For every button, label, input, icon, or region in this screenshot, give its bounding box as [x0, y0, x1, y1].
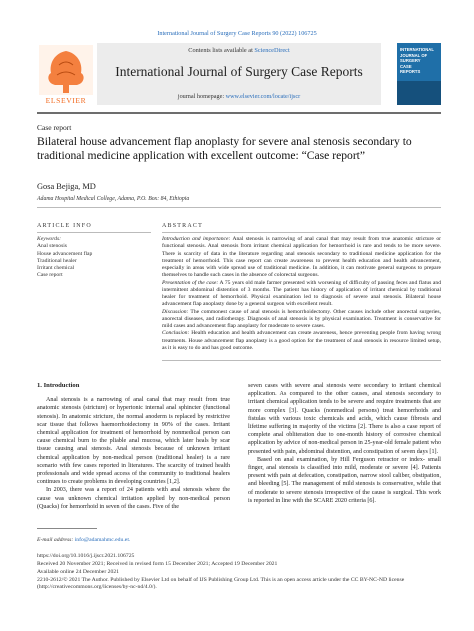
divider	[162, 360, 441, 361]
body-paragraph: In 2003, there was a report of 24 patients with anal stenosis where the cause was unknown chemical irritation applied by non-medical person (Quacks) for hemorrhoid in seven of the cases. Five of the	[37, 487, 230, 510]
homepage-line	[97, 93, 381, 100]
homepage-prefix: journal homepage:	[177, 93, 226, 100]
abstract-paragraph	[162, 309, 441, 331]
cover-line: REPORTS	[400, 69, 421, 75]
keyword: Anal stenosis	[37, 243, 67, 250]
contents-line	[97, 47, 381, 54]
sciencedirect-link[interactable]: ScienceDirect	[254, 47, 290, 54]
abstract-body: Anal stenosis is narrowing of anal canal that may result from true anatomic stricture or functional stenosis. Anal stenosis from irritant chemical application for hemorrhoid is rare and tends to be more severe. There is scarcity of data in the literature regarding anal stenosis secondary to traditional medicine application for the treatment of hemorrhoid. This case report can create awareness to prevent health education and health advancement, especially in areas with wide spread use of traditional medicine. In addition, it can motivate general surgeons to prepare themselves to handle such cases in the absence of colorectal surgeons.	[162, 236, 441, 279]
body-column-right	[248, 382, 441, 505]
divider	[37, 207, 441, 208]
cover-line: SURGERY	[400, 58, 421, 64]
abstract-label: Introduction and importance:	[162, 236, 231, 242]
received-dates: Received 20 November 2021; Received in revised form 15 December 2021; Accepted 19 December 2021	[37, 561, 278, 567]
elsevier-logo[interactable]	[37, 43, 95, 109]
abstract-paragraph	[162, 236, 441, 280]
email-link[interactable]: info@adamahmc.edu.et.	[74, 537, 131, 543]
abstract-heading: ABSTRACT	[162, 223, 203, 229]
cover-image	[397, 81, 441, 105]
abstract-text	[162, 236, 441, 352]
journal-title: International Journal of Surgery Case Reports	[115, 64, 363, 79]
cover-text	[400, 47, 438, 75]
divider	[37, 232, 151, 233]
article-type: Case report	[37, 123, 72, 132]
keywords-block	[37, 236, 151, 280]
keyword: Traditional healer	[37, 257, 77, 264]
abstract-body: A 75 years old male farmer presented with worsening of difficulty of passing feces and flatus and intermittent abdominal distention of 3 months. The patient has history of application of irritant chemical by traditional healer for treatment of hemorrhoid. Physical examination led to diagnosis of severe anal stenosis. Bilateral house advancement flap anoplasty done by a general surgeon with excellent result.	[162, 279, 441, 308]
cover-line: INTERNATIONAL	[400, 47, 434, 52]
journal-header	[37, 43, 441, 109]
cover-line: CASE	[400, 63, 412, 69]
email-line	[37, 537, 441, 544]
body-column-left	[37, 382, 230, 511]
abstract-body: The commonest cause of anal stenosis is hemorrhoidectomy. Other causes include other anorectal surgeries, anorectal diseases, and radiotherapy. Diagnosis of anal stenosis is by physical examination. Treatment is conservative for mild cases and advancement flap anoplasty for moderate to severe cases.	[162, 308, 441, 329]
body-paragraph: Anal stenosis is a narrowing of anal canal that may result from true anatomic stenosis (stricture) or hypertonic internal anal sphincter (functional stenosis). In anatomic stricture, the normal anoderm is replaced by restrictive scar tissue that follows haemorrhoidectomy in 90% of the cases. Irritant chemical application for treatment of hemorrhoid by nonmedical person can cause chemical burn to the pliable anal mucosa, which later heals by scar tissue causing anal stenosis. Anal stenosis because of unknown irritant chemical application by non-medical person (traditional healer) is a rare scenario with few cases reported in literatures. The scarcity of trained health professionals and wide spread access of the community to traditional healers continues to create problems in developing countries [1,2].	[37, 397, 230, 486]
cover-line: JOURNAL OF	[400, 52, 428, 58]
journal-banner	[97, 43, 381, 105]
abstract-paragraph	[162, 330, 441, 352]
keywords-label: Keywords:	[37, 236, 62, 242]
abstract-body: Health education and health advancement can create awareness, hence preventing people from having wrong treatments. House advancement flap anoplasty is a good option for the treatment of anal stenosis in resource limited setup, as it is easy to do and has good outcome.	[162, 330, 441, 351]
abstract-label: Conclusion:	[162, 330, 190, 337]
journal-cover-thumbnail[interactable]	[397, 43, 441, 105]
article-info-heading: ARTICLE INFO	[37, 223, 92, 229]
article-title: Bilateral house advancement flap anoplasty for severe anal stenosis secondary to traditional medicine application with excellent outcome: “Case report”	[37, 135, 412, 162]
abstract-label: Discussion:	[162, 308, 189, 315]
abstract-paragraph	[162, 280, 441, 309]
header-divider	[37, 112, 441, 114]
publisher-name: ELSEVIER	[45, 96, 87, 105]
divider	[162, 232, 441, 233]
keyword: Case report	[37, 272, 63, 279]
contents-prefix: Contents lists available at	[188, 47, 255, 54]
keyword: House advancement flap	[37, 250, 93, 257]
license-text: 2210-2612/© 2021 The Author. Published by Elsevier Ltd on behalf of IJS Publishing Group Ltd. This is an open access article under the CC BY-NC-ND license (http://creativecommons.org/licenses/by-nc-nd/4.0/).	[37, 577, 405, 591]
body-paragraph: Based on anal examination, by Hill Ferguson retractor or index- small finger, anal stenosis is classified into mild, moderate or severe [4]. Patients present with pain at defecation, constipation, narrow stool caliber, obstipation, and bleeding [5]. The management of mild stenosis is conservative, while that of moderate to severe stenosis irrespective of the cause is surgical. This work is reported in line with the SCARE 2020 criteria [6].	[248, 456, 441, 504]
abstract-label: Presentation of the case:	[162, 279, 219, 286]
keyword: Irritant chemical	[37, 265, 75, 272]
author-name: Gosa Bejiga, MD	[37, 182, 96, 191]
footnote-divider	[37, 528, 97, 529]
body-paragraph: seven cases with severe anal stenosis were secondary to irritant chemical application. As compared to the other causes, anal stenosis secondary to irritant chemical application tends to be severe and require treatments that are more complex [3]. Quacks (nonmedical persons) treat hemorrhoids and fistulas with various toxic chemicals and acids, which cause fibrosis and lifetime suffering in majority of the victims [2]. There is also a case report of complete anal obliteration due to one-month history of corrosive chemical application by advice of non-medical person in 25-year-old female patient who presented with pain, abdominal distention, and constipation of seven days [1].	[248, 383, 441, 455]
email-label: E-mail address:	[37, 537, 75, 543]
online-date: Available online 24 December 2021	[37, 569, 120, 575]
homepage-link[interactable]: www.elsevier.com/locate/ijscr	[225, 93, 301, 100]
journal-citation-link[interactable]: International Journal of Surgery Case Reports 90 (2022) 106725	[157, 30, 317, 37]
author-affiliation: Adama Hospital Medical College, Adama, P.O. Box: 84, Ethiopia	[37, 196, 190, 202]
section-heading: 1. Introduction	[37, 382, 80, 389]
doi-link[interactable]: https://doi.org/10.1016/j.ijscr.2021.106725	[37, 553, 135, 559]
